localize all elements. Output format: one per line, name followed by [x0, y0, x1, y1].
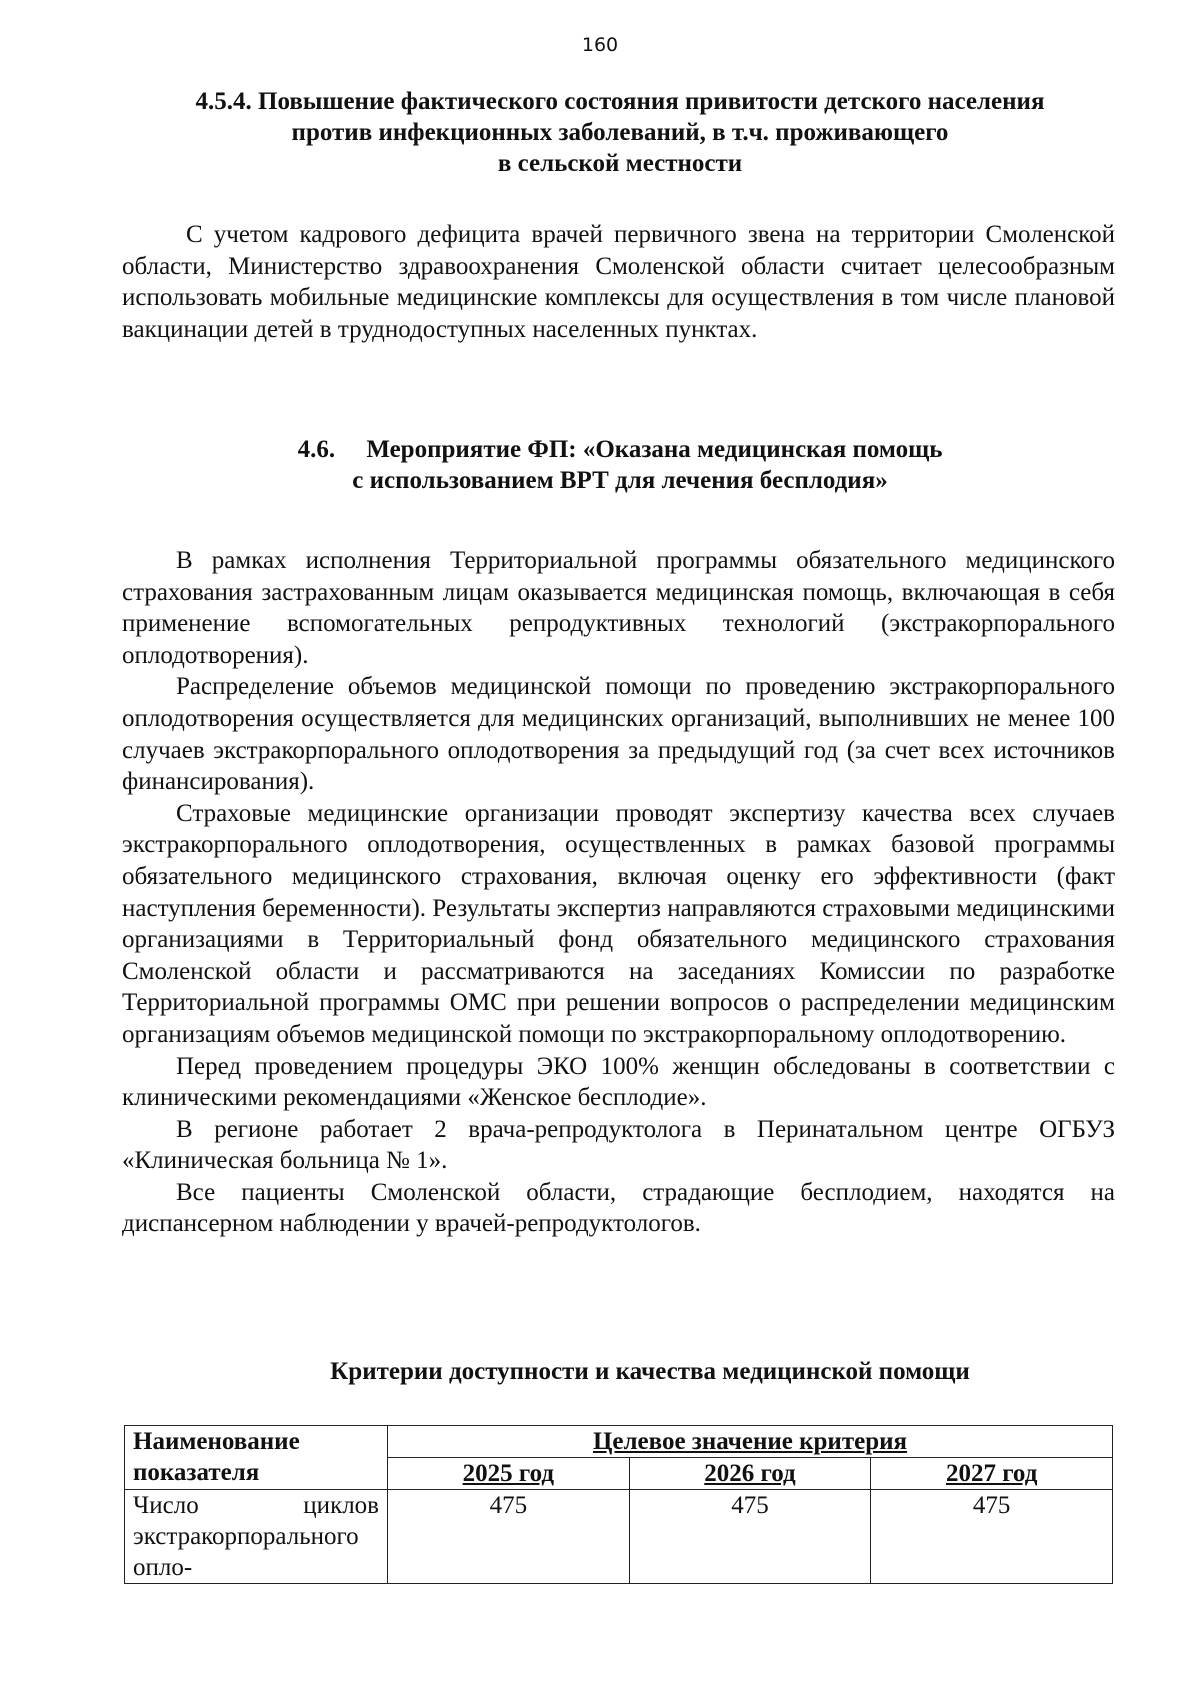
heading-line: с использованием ВРТ для лечения бесплодия» [352, 467, 888, 494]
paragraph: Распределение объемов медицинской помощи по проведению экстракорпорального оплодотворения осуществляется для медицинских организаций, выполнивших не менее 100 случаев экстракорпорального оплодотворения за предыдущий год (за счет всех источников финансирования). [122, 673, 1115, 796]
header-target-value [388, 1426, 1113, 1458]
paragraph: Перед проведением процедуры ЭКО 100% женщин обследованы в соответствии с клиническими рекомендациями «Женское бесплодие». [122, 1052, 1115, 1112]
year-label: 2026 год [704, 1460, 796, 1487]
indicator-name-cell: Число циклов экстракорпорального опло- [125, 1490, 388, 1584]
page-number: 160 [581, 34, 619, 56]
heading-line: против инфекционных заболеваний, в т.ч. проживающего [291, 119, 949, 146]
paragraph: С учетом кадрового дефицита врачей первичного звена на территории Смоленской области, Министерство здравоохранения Смоленской области считает целесообразным использовать мобильные медицинские комплексы для осуществления в том числе плановой вакцинации детей в труднодоступных населенных пунктах. [122, 221, 1115, 343]
heading-line: 4.6. Мероприятие ФП: «Оказана медицинская помощь [297, 436, 943, 463]
value-cell: 475 [388, 1490, 630, 1584]
heading-line: в сельской местности [497, 150, 743, 177]
section-4-6-body [122, 545, 1115, 1240]
value-cell: 475 [871, 1490, 1113, 1584]
value-cell: 475 [629, 1490, 871, 1584]
header-indicator-name [125, 1426, 388, 1490]
header-name-line: Наименование [133, 1428, 300, 1455]
section-4-5-4-heading [120, 86, 1120, 179]
table-title: Критерии доступности и качества медицинской помощи [330, 1358, 970, 1385]
table-header-row [125, 1426, 1113, 1458]
paragraph: В рамках исполнения Территориальной программы обязательного медицинского страхования застрахованным лицам оказывается медицинская помощь, включающая в себя применение вспомогательных репродуктивных технологий (экстракорпорального оплодотворения). [122, 547, 1115, 669]
header-name-line: показателя [133, 1459, 260, 1486]
year-label: 2025 год [462, 1460, 555, 1487]
section-4-5-4-body [122, 219, 1115, 345]
section-4-6-heading [120, 434, 1120, 496]
header-year [871, 1458, 1113, 1490]
criteria-table [124, 1425, 1113, 1584]
table-row [125, 1490, 1113, 1584]
paragraph: Все пациенты Смоленской области, страдающие бесплодием, находятся на диспансерном наблюдении у врачей-репродуктологов. [122, 1178, 1115, 1238]
header-year [388, 1458, 630, 1490]
paragraph: Страховые медицинские организации проводят экспертизу качества всех случаев экстракорпорального оплодотворения, осуществленных в рамках базовой программы обязательного медицинского страхования, включая оценку его эффективности (факт наступления беременности). Результаты экспертиз направляются страховыми медицинскими организациями в Территориальный фонд обязательного медицинского страхования Смоленской области и рассматриваются на заседаниях Комиссии по разработке Территориальной программы ОМС при решении вопросов о распределении медицинским организациям объемов медицинской помощи по экстракорпоральному оплодотворению. [122, 799, 1115, 1048]
heading-line: 4.5.4. Повышение фактического состояния привитости детского населения [195, 88, 1045, 115]
year-label: 2027 год [945, 1460, 1038, 1487]
paragraph: В регионе работает 2 врача-репродуктолога в Перинатальном центре ОГБУЗ «Клиническая больница № 1». [122, 1115, 1115, 1175]
header-target-label: Целевое значение критерия [592, 1428, 908, 1455]
header-year [629, 1458, 871, 1490]
